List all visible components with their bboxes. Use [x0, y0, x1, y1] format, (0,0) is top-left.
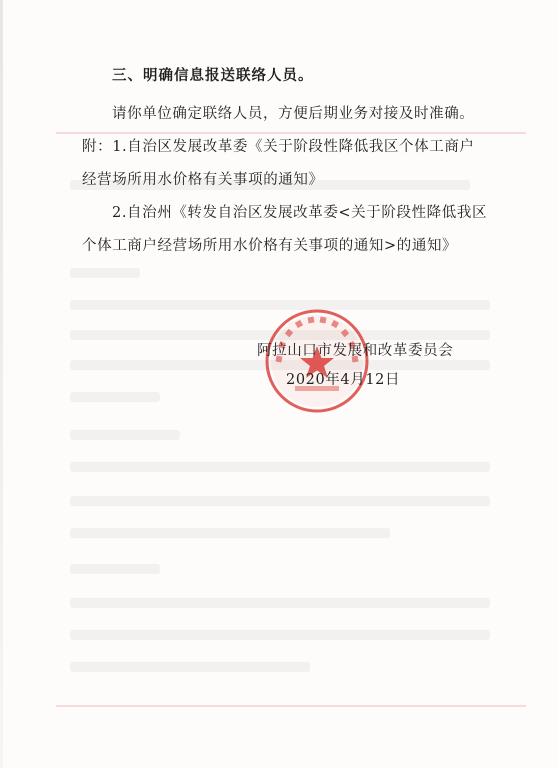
attachment-2-line-2: 个体工商户经营场所用水价格有关事项的通知>的通知》	[82, 238, 458, 254]
bleed-red-rule	[56, 705, 526, 707]
issue-date: 2020年4月12日	[286, 372, 401, 388]
attachment-2-line-1: 2.自治州《转发自治区发展改革委<关于阶段性降低我区	[112, 205, 488, 221]
body-paragraph: 请你单位确定联络人员，方便后期业务对接及时准确。	[112, 106, 475, 122]
bleed-line	[70, 598, 490, 608]
official-seal-stamp	[262, 306, 372, 416]
attachment-1-line-2: 经营场所用水价格有关事项的通知》	[82, 172, 324, 188]
bleed-line	[70, 496, 490, 506]
issuing-organization: 阿拉山口市发展和改革委员会	[257, 343, 454, 359]
bleed-line	[70, 662, 310, 672]
bleed-line	[70, 528, 390, 538]
bleed-red-rule	[56, 132, 526, 134]
section-heading: 三、明确信息报送联络人员。	[112, 68, 314, 84]
bleed-line	[70, 564, 160, 574]
attachment-1-line-1: 附：1.自治区发展改革委《关于阶段性降低我区个体工商户	[82, 139, 475, 155]
bleed-line	[70, 392, 160, 402]
bleed-line	[70, 430, 180, 440]
bleed-line	[70, 268, 140, 278]
bleed-line	[70, 630, 490, 640]
scan-edge-shadow	[0, 0, 3, 768]
bleed-line	[70, 462, 490, 472]
